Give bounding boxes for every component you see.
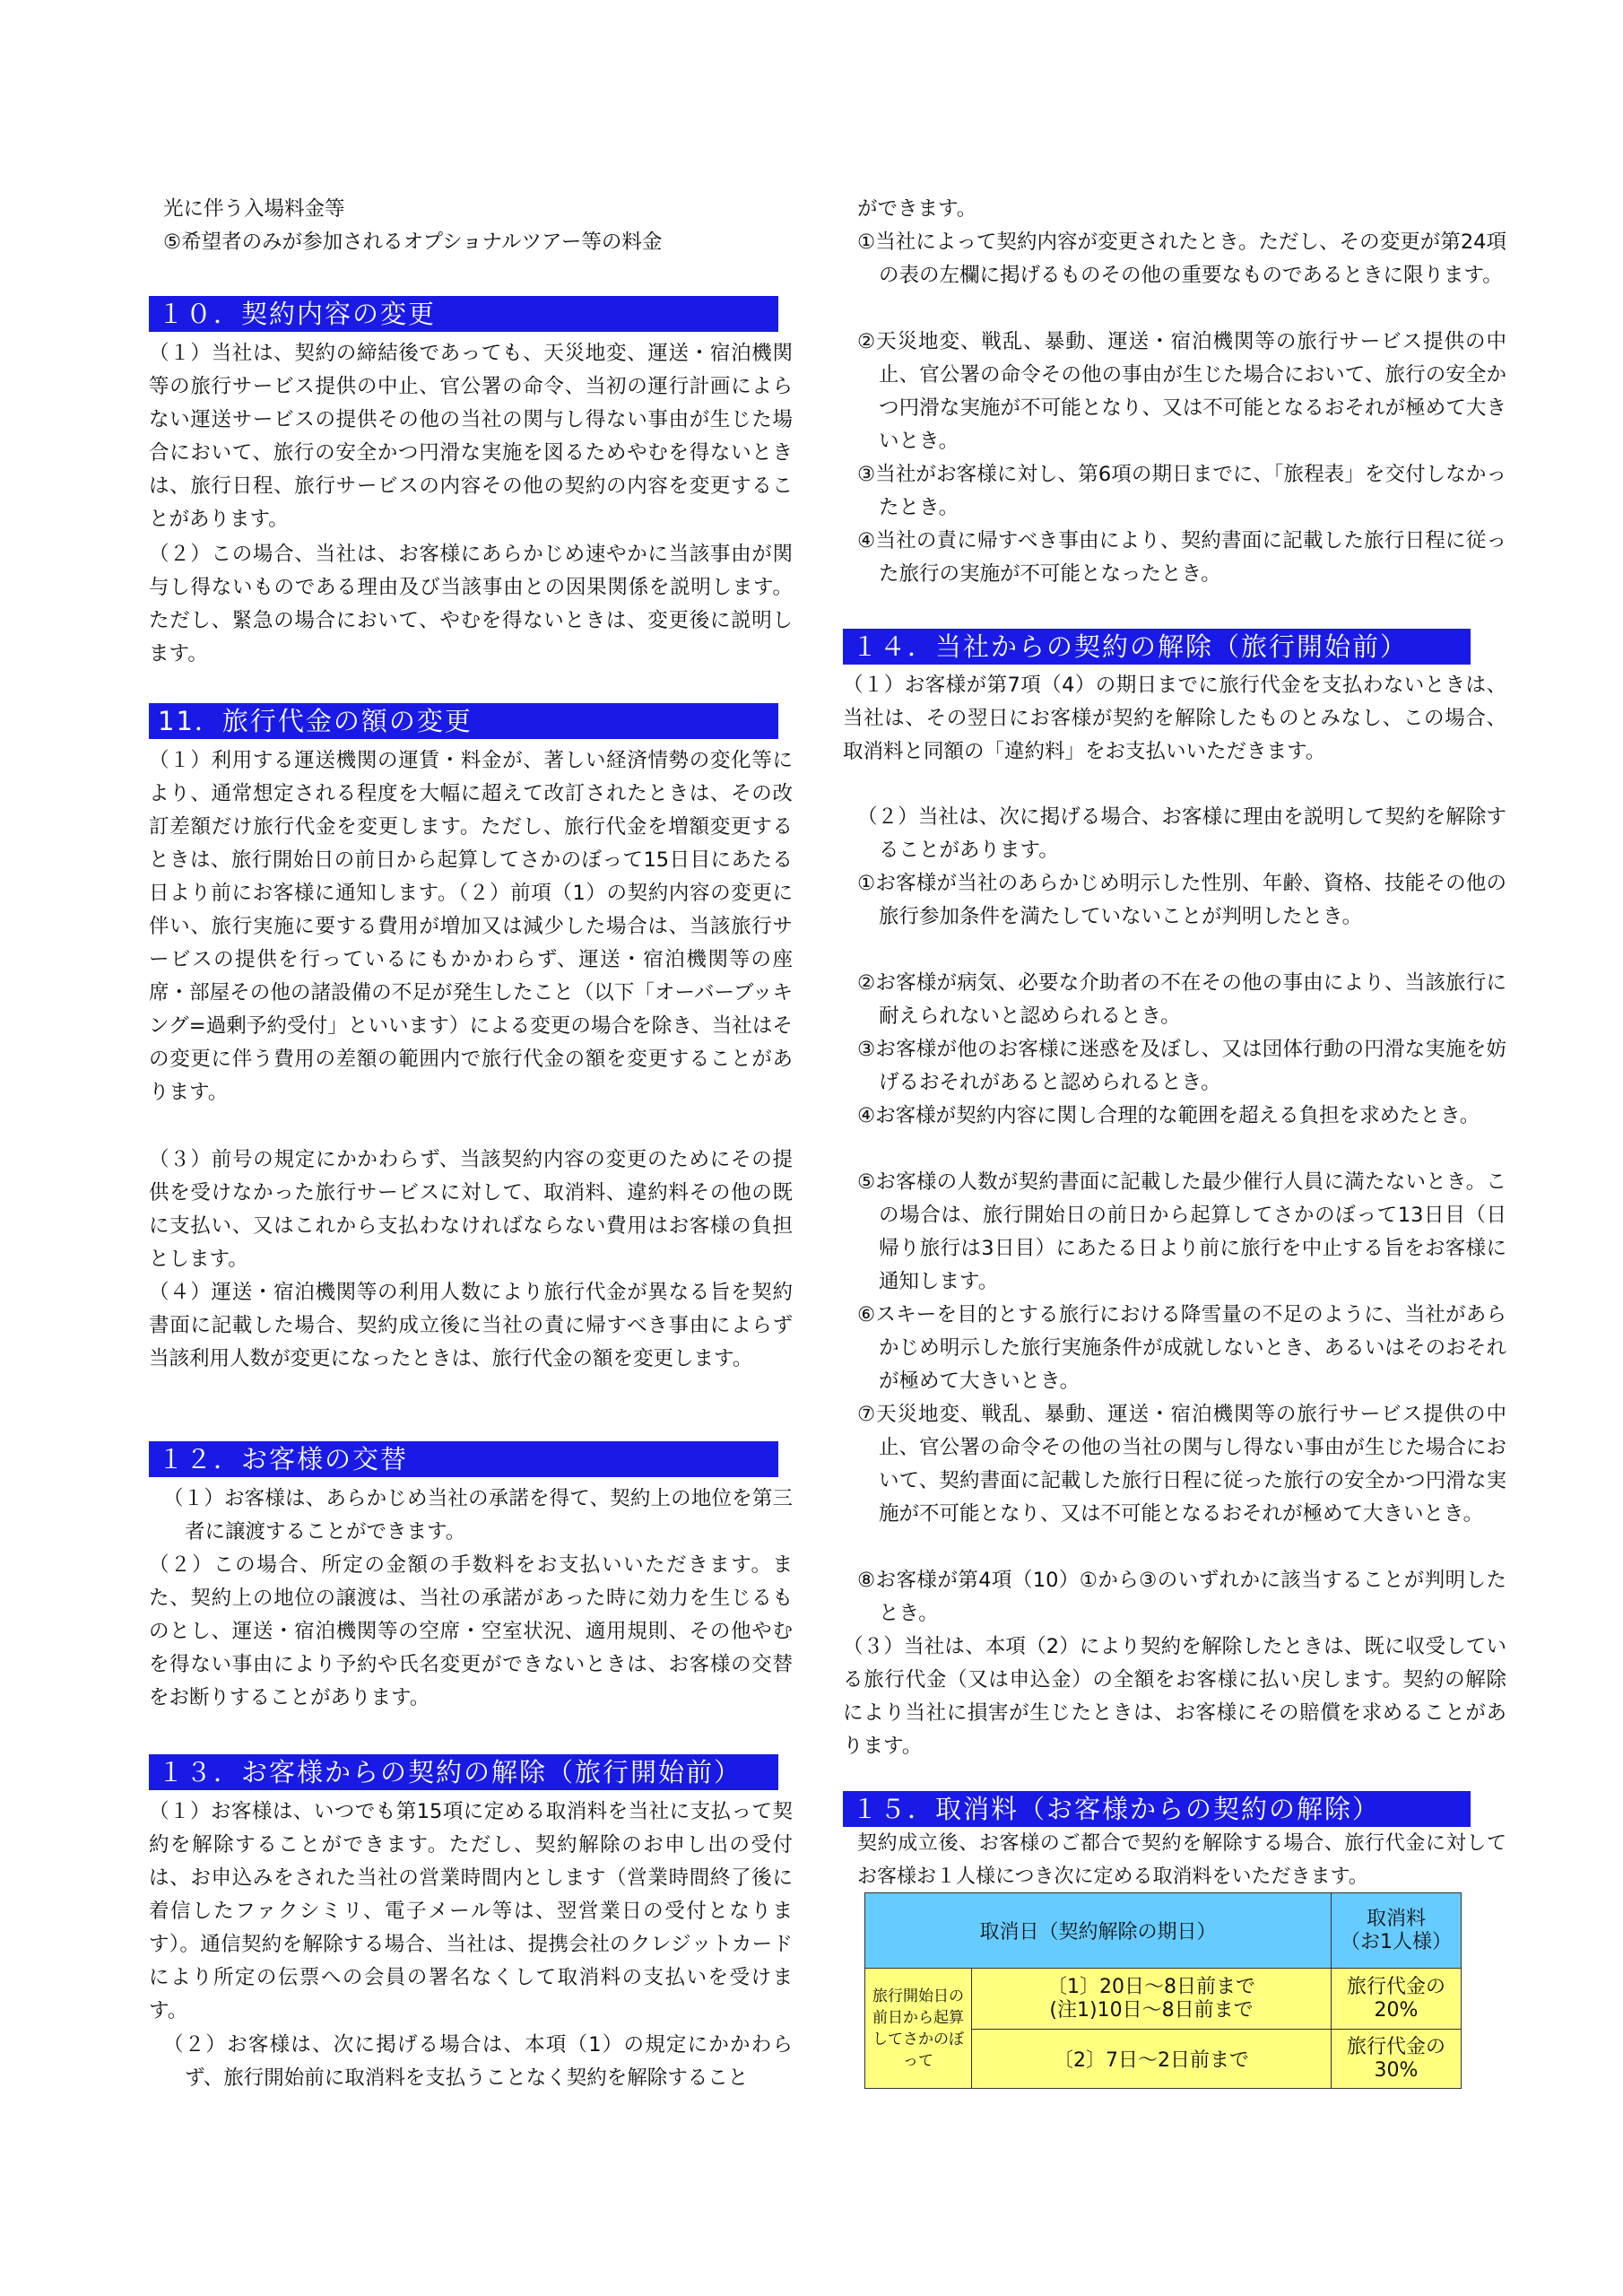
section-15-para-1: 契約成立後、お客様のご都合で契約を解除する場合、旅行代金に対してお客様お１人様につき次に定める取消料をいただきます。 <box>857 1832 1506 1888</box>
section-13-para-2: （２）お客様は、次に掲げる場合は、本項（1）の規定にかかわらず、旅行開始前に取消料を支払うことなく契約を解除すること <box>163 2033 793 2090</box>
header-period-cell <box>865 1893 1332 1969</box>
section-13-item-4: ④当社の責に帰すべき事由により、契約書面に記載した旅行日程に従った旅行の実施が不可能となったとき。 <box>857 529 1506 586</box>
section-10-para-1: （１）当社は、契約の締結後であっても、天災地変、運送・宿泊機関等の旅行サービス提供の中止、官公署の命令、当初の運行計画によらない運送サービスの提供その他の当社の関与し得ない事由が生じた場合において、旅行の安全かつ円滑な実施を図るためやむを得ないときは、旅行日程、旅行サービスの内容その他の契約の内容を変更することがあります。 <box>149 342 793 531</box>
section-13-continuation: ができます。 <box>857 197 977 221</box>
cancellation-fee-table <box>864 1892 1462 2089</box>
section-14-item-4: ④お客様が契約内容に関し合理的な範囲を超える負担を求めたとき。 <box>857 1104 1480 1127</box>
section-12-para-1: （１）お客様は、あらかじめ当社の承諾を得て、契約上の地位を第三者に譲渡することができます。 <box>163 1487 793 1544</box>
section-13-item-1: ①当社によって契約内容が変更されたとき。ただし、その変更が第24項の表の左欄に掲げるものその他の重要なものであるときに限ります。 <box>857 230 1506 287</box>
row1-fee-line-2: 20% <box>1374 1998 1419 2022</box>
row1-fee-line-1: 旅行代金の <box>1346 1975 1445 1998</box>
table-row <box>865 1969 1462 2030</box>
table-header-row <box>865 1893 1462 1969</box>
section-14-item-1: ①お客様が当社のあらかじめ明示した性別、年齢、資格、技能その他の旅行参加条件を満たしていないことが判明したとき。 <box>857 872 1506 928</box>
row1-fee-cell <box>1332 1969 1462 2030</box>
section-12-heading: １２．お客様の交替 <box>149 1441 778 1477</box>
row1-period-cell <box>972 1969 1332 2030</box>
section-14-para-2: （２）当社は、次に掲げる場合、お客様に理由を説明して契約を解除することがあります。 <box>857 805 1506 862</box>
header-fee-cell <box>1332 1893 1462 1969</box>
section-15-heading: １５．取消料（お客様からの契約の解除） <box>843 1791 1471 1827</box>
section-14-item-8: ⑧お客様が第4項（10）①から③のいずれかに該当することが判明したとき。 <box>857 1569 1506 1625</box>
row2-fee-line-1: 旅行代金の <box>1346 2035 1445 2058</box>
row-label-cell <box>865 1969 972 2089</box>
row2-period-cell <box>972 2030 1332 2089</box>
section-13-item-3: ③当社がお客様に対し、第6項の期日までに、「旅程表」を交付しなかったとき。 <box>857 463 1506 519</box>
section-11-para-1: （１）利用する運送機関の運賃・料金が、著しい経済情勢の変化等により、通常想定される程度を大幅に超えて改訂されたときは、その改訂差額だけ旅行代金を変更します。ただし、旅行代金を増額変更するときは、旅行開始日の前日から起算してさかのぼって15日目にあたる日より前にお客様に通知します。（２）前項（1）の契約内容の変更に伴い、旅行実施に要する費用が増加又は減少した場合は、当該旅行サービスの提供を行っているにもかかわらず、運送・宿泊機関等の座席・部屋その他の諸設備の不足が発生したこと（以下「オーバーブッキング=過剰予約受付」といいます）による変更の場合を除き、当社はその変更に伴う費用の差額の範囲内で旅行代金の額を変更することがあります。 <box>149 749 793 1104</box>
section-14-item-3: ③お客様が他のお客様に迷惑を及ぼし、又は団体行動の円滑な実施を妨げるおそれがあると認められるとき。 <box>857 1038 1506 1094</box>
section-14-item-2: ②お客様が病気、必要な介助者の不在その他の事由により、当該旅行に耐えられないと認められるとき。 <box>857 971 1506 1028</box>
section-14-item-7: ⑦天災地変、戦乱、暴動、運送・宿泊機関等の旅行サービス提供の中止、官公署の命令その他の当社の関与し得ない事由が生じた場合において、契約書面に記載した旅行日程に従った旅行の安全かつ円滑な実施が不可能となり、又は不可能となるおそれが極めて大きいとき。 <box>857 1403 1506 1526</box>
intro-line-1: 光に伴う入場料金等 <box>163 197 345 221</box>
section-14-para-3: （３）当社は、本項（2）により契約を解除したときは、既に収受している旅行代金（又は申込金）の全額をお客様に払い戻します。契約の解除により当社に損害が生じたときは、お客様にその賠償を求めることがあります。 <box>843 1635 1506 1758</box>
section-14-item-5: ⑤お客様の人数が契約書面に記載した最少催行人員に満たないとき。この場合は、旅行開始日の前日から起算してさかのぼって13日目（日帰り旅行は3日目）にあたる日より前に旅行を中止する旨をお客様に通知します。 <box>857 1170 1506 1293</box>
section-11-para-3: （３）前号の規定にかかわらず、当該契約内容の変更のためにその提供を受けなかった旅行サービスに対して、取消料、違約料その他の既に支払い、又はこれから支払わなければならない費用はお客様の負担とします。 <box>149 1148 793 1271</box>
row2-period-text: 〔2〕7日〜2日前まで <box>1054 2049 1249 2072</box>
section-14-heading: １４．当社からの契約の解除（旅行開始前） <box>843 629 1471 665</box>
row1-period-line-2: (注1)10日〜8日前まで <box>1049 1998 1254 2022</box>
section-10-para-2: （２）この場合、当社は、お客様にあらかじめ速やかに当該事由が関与し得ないものである理由及び当該事由との因果関係を説明します。ただし、緊急の場合において、やむを得ないときは、変更後に説明します。 <box>149 543 793 665</box>
header-fee-label-1: 取消料 <box>1366 1907 1426 1930</box>
row1-period-line-1: 〔1〕20日〜8日前まで <box>1047 1975 1255 1998</box>
row-label-text: 旅行開始日の前日から起算してさかのぼって <box>872 1987 964 2070</box>
section-10-heading: １０．契約内容の変更 <box>149 296 778 332</box>
section-14-item-6: ⑥スキーを目的とする旅行における降雪量の不足のように、当社があらかじめ明示した旅行実施条件が成就しないとき、あるいはそのおそれが極めて大きいとき。 <box>857 1303 1506 1393</box>
section-13-heading: １３．お客様からの契約の解除（旅行開始前） <box>149 1754 778 1790</box>
header-period-label: 取消日（契約解除の期日） <box>979 1921 1217 1944</box>
header-fee-label-2: （お1人様） <box>1341 1930 1452 1953</box>
section-11-heading: 11．旅行代金の額の変更 <box>149 703 778 739</box>
section-11-para-4: （４）運送・宿泊機関等の利用人数により旅行代金が異なる旨を契約書面に記載した場合、契約成立後に当社の責に帰すべき事由によらず当該利用人数が変更になったときは、旅行代金の額を変更します。 <box>149 1281 793 1370</box>
row2-fee-cell <box>1332 2030 1462 2089</box>
section-13-item-2: ②天災地変、戦乱、暴動、運送・宿泊機関等の旅行サービス提供の中止、官公署の命令その他の事由が生じた場合において、旅行の安全かつ円滑な実施が不可能となり、又は不可能となるおそれが極めて大きいとき。 <box>857 330 1506 453</box>
intro-line-2: ⑤希望者のみが参加されるオプショナルツアー等の料金 <box>163 230 663 254</box>
section-14-para-1: （１）お客様が第7項（4）の期日までに旅行代金を支払わないときは、当社は、その翌日にお客様が契約を解除したものとみなし、この場合、取消料と同額の「違約料」をお支払いいただきます。 <box>843 674 1506 763</box>
section-13-para-1: （１）お客様は、いつでも第15項に定める取消料を当社に支払って契約を解除することができます。ただし、契約解除のお申し出の受付は、お申込みをされた当社の営業時間内とします（営業時間終了後に着信したファクシミリ、電子メール等は、翌営業日の受付となります）。通信契約を解除する場合、当社は、提携会社のクレジットカードにより所定の伝票への会員の署名なくして取消料の支払いを受けます。 <box>149 1800 793 2022</box>
section-12-para-2: （２）この場合、所定の金額の手数料をお支払いいただきます。また、契約上の地位の譲渡は、当社の承諾があった時に効力を生じるものとし、運送・宿泊機関等の空席・空室状況、適用規則、その他やむを得ない事由により予約や氏名変更ができないときは、お客様の交替をお断りすることがあります。 <box>149 1553 793 1709</box>
row2-fee-line-2: 30% <box>1374 2058 1419 2082</box>
